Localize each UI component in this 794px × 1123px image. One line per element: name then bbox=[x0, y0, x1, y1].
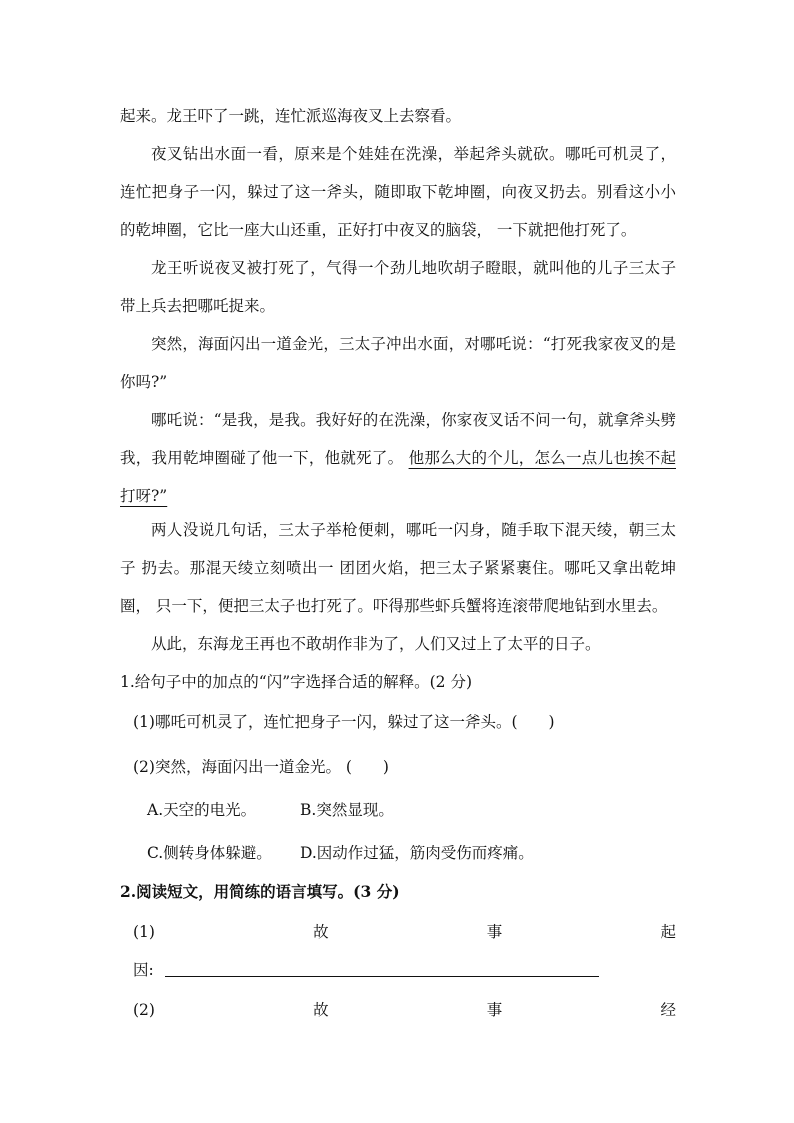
question-2-row-2 bbox=[133, 995, 676, 1025]
row-1-word-1: 故 bbox=[313, 923, 329, 941]
question-1-sentence-2: (2)突然，海面闪出一道金光。 ( ) bbox=[133, 758, 389, 776]
row-1-word-2: 事 bbox=[486, 923, 503, 941]
row-1-number: (1) bbox=[133, 923, 155, 941]
story-paragraph-2: 夜叉钻出水面一看，原来是个娃娃在洗澡，举起斧头就砍。哪吒可机灵了，连忙把身子一闪，躲过了这一斧头，随即取下乾坤圈，向夜叉扔去。别看这小小的乾坤圈，它比一座大山还重，正好打中夜叉的脑袋， 一下就把他打死了。 bbox=[120, 145, 676, 239]
question-1-sentence-1: (1)哪吒可机灵了，连忙把身子一闪，躲过了这一斧头。( ) bbox=[133, 713, 555, 731]
row-2-number: (2) bbox=[133, 1001, 155, 1019]
story-paragraph-5-text: 哪吒说：“是我，是我。我好好的在洗澡，你家夜叉话不问一句，就拿斧头劈 我，我用乾坤圈碰了他一下，他就死了。 bbox=[120, 411, 676, 467]
option-b: B.突然显现。 bbox=[300, 801, 394, 819]
answer-blank-line[interactable] bbox=[165, 976, 599, 977]
story-paragraph-4: 突然，海面闪出一道金光，三太子冲出水面，对哪吒说：“打死我家夜叉的是 你吗?” bbox=[120, 335, 676, 391]
option-d: D.因动作过猛，筋肉受伤而疼痛。 bbox=[300, 844, 534, 862]
story-paragraph-5 bbox=[120, 401, 676, 515]
story-paragraph-7: 从此，东海龙王再也不敢胡作非为了，人们又过上了太平的日子。 bbox=[151, 635, 601, 653]
row-2-word-2: 事 bbox=[486, 1001, 503, 1019]
question-2-row-1 bbox=[133, 917, 676, 947]
option-a: A.天空的电光。 bbox=[147, 801, 257, 819]
row-2-word-3: 经 bbox=[660, 1001, 676, 1019]
question-2-title: 2.阅读短文，用简练的语言填写。(3 分) bbox=[120, 882, 400, 901]
row-1-continuation: 因: bbox=[133, 961, 154, 979]
story-paragraph-1: 起来。龙王吓了一跳，连忙派巡海夜叉上去察看。 bbox=[120, 107, 462, 125]
story-paragraph-6: 两人没说几句话，三太子举枪便刺，哪吒一闪身，随手取下混天绫，朝三太子 扔去。那混天绫立刻喷出一 团团火焰，把三太子紧紧裹住。哪吒又拿出乾坤圈， 只一下，便把三太子也打死了。吓得那些虾兵蟹将连滚带爬地钻到水里去。 bbox=[120, 521, 676, 615]
row-1-word-3: 起 bbox=[660, 923, 676, 941]
question-1-title: 1.给句子中的加点的“闪”字选择合适的解释。(2 分) bbox=[120, 673, 473, 691]
option-c: C.侧转身体躲避。 bbox=[147, 844, 272, 862]
underlined-sentence: 他那么大的个儿，怎么一点儿也挨不起打呀?” bbox=[120, 449, 676, 505]
row-2-word-1: 故 bbox=[313, 1001, 329, 1019]
story-paragraph-3: 龙王听说夜叉被打死了，气得一个劲儿地吹胡子瞪眼，就叫他的儿子三太子带上兵去把哪吒捉来。 bbox=[120, 259, 676, 315]
